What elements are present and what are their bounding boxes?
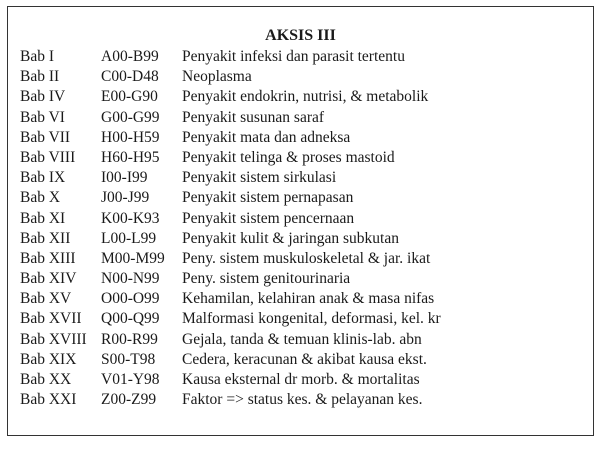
chapter-label: Bab X [20, 189, 61, 207]
chapter-description: Malformasi kongenital, deformasi, kel. kr [182, 310, 441, 328]
icd-code-range: E00-G90 [101, 88, 158, 106]
table-row [20, 209, 590, 229]
chapter-label: Bab IV [20, 88, 66, 106]
icd-code-range: H00-H59 [101, 128, 160, 146]
chapter-label: Bab II [20, 68, 60, 86]
table-row [20, 108, 590, 128]
table-row [20, 87, 590, 107]
chapter-description: Kausa eksternal dr morb. & mortalitas [182, 371, 420, 388]
icd-code-range: K00-K93 [101, 209, 160, 227]
chapter-description: Penyakit kulit & jaringan subkutan [182, 229, 399, 247]
chapter-description: Penyakit susunan saraf [182, 108, 325, 126]
icd-code-range: I00-I99 [101, 169, 148, 187]
icd-code-range: V01-Y98 [101, 371, 160, 388]
chapter-description: Penyakit sistem pencernaan [182, 209, 355, 227]
table-row [20, 269, 590, 289]
chapter-description: Penyakit telinga & proses mastoid [182, 148, 395, 166]
table-row [20, 67, 590, 87]
icd-code-range: R00-R99 [101, 330, 158, 348]
chapter-description: Peny. sistem genitourinaria [182, 270, 351, 288]
chapter-label: Bab XIII [20, 249, 76, 267]
table-row [20, 128, 590, 148]
table-row [20, 188, 590, 208]
table-row [20, 370, 590, 390]
chapter-description: Penyakit endokrin, nutrisi, & metabolik [182, 88, 429, 106]
table-title: AKSIS III [265, 27, 336, 44]
chapter-label: Bab VIII [20, 148, 76, 166]
table-row [20, 168, 590, 188]
icd-code-range: H60-H95 [101, 148, 160, 166]
chapter-label: Bab XVII [20, 310, 82, 328]
chapter-label: Bab VII [20, 128, 71, 146]
axis-iii-table-box [7, 6, 594, 436]
chapter-list [20, 47, 590, 410]
table-row [20, 289, 590, 309]
table-row [20, 249, 590, 269]
chapter-label: Bab XV [20, 290, 72, 308]
chapter-label: Bab IX [20, 169, 66, 187]
icd-code-range: Z00-Z99 [101, 391, 157, 409]
icd-code-range: J00-J99 [101, 189, 150, 207]
icd-code-range: L00-L99 [101, 229, 157, 247]
icd-code-range: A00-B99 [101, 48, 159, 65]
chapter-label: Bab XX [20, 371, 72, 388]
chapter-label: Bab I [20, 48, 55, 65]
chapter-description: Penyakit sistem pernapasan [182, 189, 354, 207]
icd-code-range: O00-O99 [101, 290, 160, 308]
table-row [20, 309, 590, 329]
chapter-label: Bab XVIII [20, 330, 87, 348]
chapter-description: Neoplasma [182, 68, 252, 86]
table-row [20, 47, 590, 67]
chapter-label: Bab XIV [20, 270, 77, 288]
chapter-description: Cedera, keracunan & akibat kausa ekst. [182, 350, 427, 368]
chapter-description: Faktor => status kes. & pelayanan kes. [182, 391, 423, 409]
icd-code-range: G00-G99 [101, 108, 160, 126]
table-row [20, 148, 590, 168]
chapter-description: Penyakit mata dan adneksa [182, 128, 351, 146]
chapter-description: Peny. sistem muskuloskeletal & jar. ikat [182, 249, 431, 267]
chapter-description: Penyakit sistem sirkulasi [182, 169, 337, 187]
table-row [20, 229, 590, 249]
icd-code-range: N00-N99 [101, 270, 160, 288]
icd-code-range: Q00-Q99 [101, 310, 160, 328]
icd-code-range: C00-D48 [101, 68, 159, 86]
chapter-label: Bab XXI [20, 391, 77, 409]
chapter-description: Gejala, tanda & temuan klinis-lab. abn [182, 330, 422, 348]
chapter-label: Bab VI [20, 108, 65, 126]
chapter-description: Kehamilan, kelahiran anak & masa nifas [182, 290, 435, 308]
table-row [20, 350, 590, 370]
table-row [20, 330, 590, 350]
chapter-description: Penyakit infeksi dan parasit tertentu [182, 48, 405, 65]
chapter-label: Bab XII [20, 229, 71, 247]
chapter-label: Bab XI [20, 209, 66, 227]
icd-code-range: S00-T98 [101, 350, 156, 368]
table-row [20, 390, 590, 410]
icd-code-range: M00-M99 [101, 249, 165, 267]
chapter-label: Bab XIX [20, 350, 77, 368]
